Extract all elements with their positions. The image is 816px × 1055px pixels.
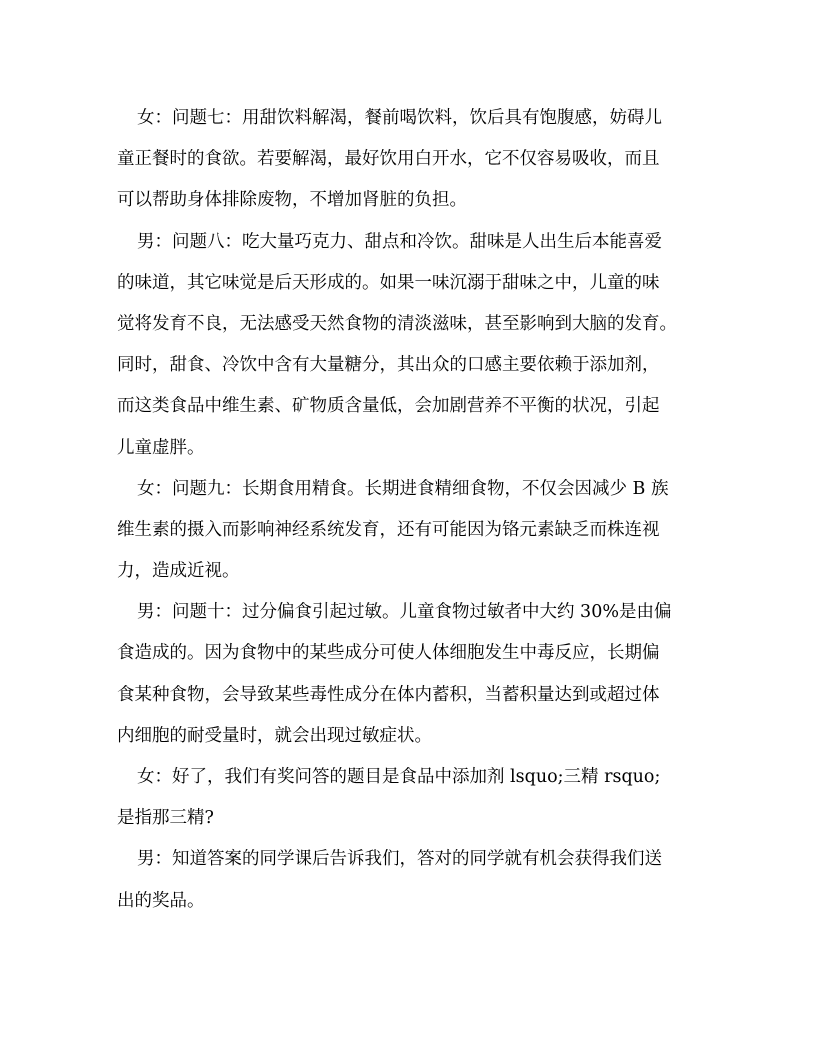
text-line: 儿童虚胖。 <box>117 437 205 458</box>
paragraph-question-eight <box>117 222 701 469</box>
paragraph-question-seven <box>117 98 701 222</box>
text-line: 女：问题七：用甜饮料解渴，餐前喝饮料，饮后具有饱腹感，妨碍儿 <box>137 108 662 128</box>
text-line: 出的奖品。 <box>117 890 205 911</box>
text-line: 力，造成近视。 <box>117 561 240 582</box>
paragraph-question-ten <box>117 592 701 757</box>
paragraph-question-nine <box>117 469 701 593</box>
document-page <box>117 98 701 922</box>
text-line: 内细胞的耐受量时，就会出现过敏症状。 <box>117 725 432 746</box>
text-line: 男：问题八：吃大量巧克力、甜点和冷饮。甜味是人出生后本能喜爱 <box>137 231 662 252</box>
text-line: 的味道，其它味觉是后天形成的。如果一味沉溺于甜味之中，儿童的味 <box>117 272 660 293</box>
text-line: 是指那三精? <box>117 808 214 829</box>
text-line: 食造成的。因为食物中的某些成分可使人体细胞发生中毒反应，长期偏 <box>117 643 660 664</box>
text-line: 童正餐时的食欲。若要解渴，最好饮用白开水，它不仅容易吸收，而且 <box>117 149 660 170</box>
text-line: 维生素的摄入而影响神经系统发育，还有可能因为铬元素缺乏而株连视 <box>117 519 660 540</box>
paragraph-quiz-question <box>117 757 701 839</box>
text-line: 觉将发育不良，无法感受天然食物的清淡滋味，甚至影响到大脑的发育。 <box>117 313 677 334</box>
text-line: 食某种食物，会导致某些毒性成分在体内蓄积，当蓄积量达到或超过体 <box>117 684 660 705</box>
text-line: 同时，甜食、冷饮中含有大量糖分，其出众的口感主要依赖于添加剂， <box>117 355 660 376</box>
text-line: 男：问题十：过分偏食引起过敏。儿童食物过敏者中大约 30%是由偏 <box>137 602 672 623</box>
text-line: 可以帮助身体排除废物，不增加肾脏的负担。 <box>117 190 467 211</box>
text-line: 女：好了，我们有奖问答的题目是食品中添加剂 lsquo;三精 rsquo; <box>137 767 661 787</box>
paragraph-closing <box>117 839 701 921</box>
text-line: 女：问题九：长期食用精食。长期进食精细食物，不仅会因减少 B 族 <box>137 478 669 499</box>
text-line: 男：知道答案的同学课后告诉我们，答对的同学就有机会获得我们送 <box>137 849 662 870</box>
text-line: 而这类食品中维生素、矿物质含量低，会加剧营养不平衡的状况，引起 <box>117 396 660 417</box>
